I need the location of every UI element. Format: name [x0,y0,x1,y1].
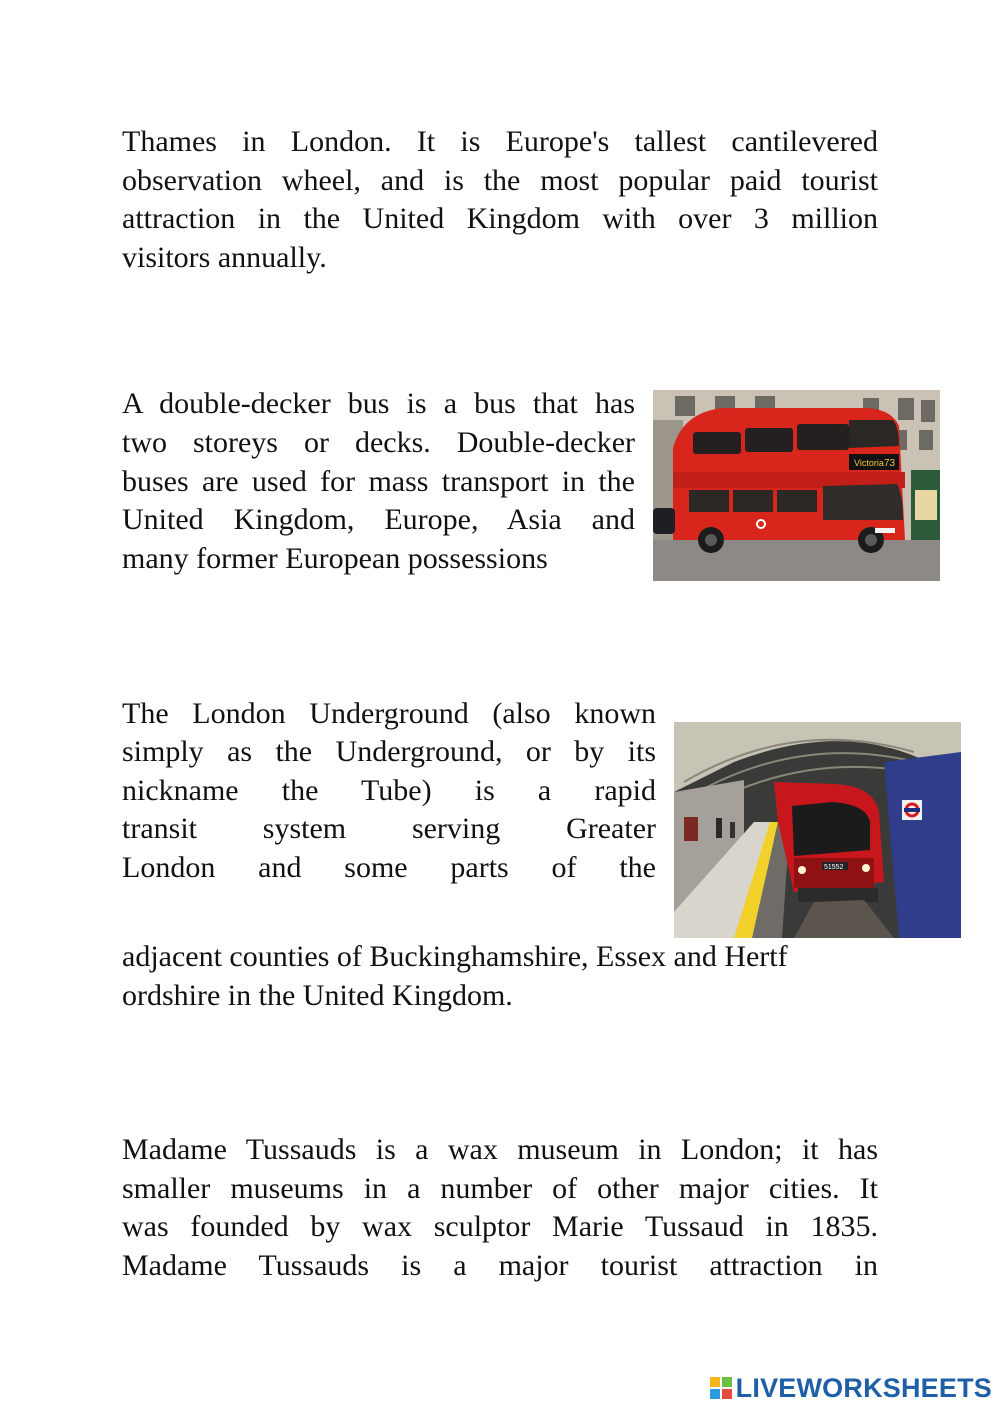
text-line: Madame Tussauds is a wax museum in London; it has [122,1133,878,1166]
bus-route-number: 73 [884,458,896,469]
text-line: two storeys or decks. Double-decker [122,426,635,459]
text-line: Thames in London. It is Europe's tallest cantilevered [122,125,878,158]
liveworksheets-watermark [710,1373,992,1403]
text-line: attraction in the United Kingdom with over 3 million [122,202,878,235]
text-line: Madame Tussauds is a major tourist attraction in [122,1249,878,1282]
text-line: visitors annually. [122,241,327,274]
text-line: buses are used for mass transport in the [122,465,635,498]
tube-train-number: 51552 [824,864,844,871]
text-line: The London Underground (also known [122,697,656,730]
text-line: A double-decker bus is a bus that has [122,387,635,420]
london-underground-train-photo [674,722,961,938]
text-line: simply as the Underground, or by its [122,735,656,768]
text-line: nickname the Tube) is a rapid [122,774,656,807]
text-line: observation wheel, and is the most popular paid tourist [122,164,878,197]
text-line: London and some parts of the [122,851,656,884]
double-decker-bus-photo [653,390,940,581]
text-line: was founded by wax sculptor Marie Tussaud in 1835. [122,1210,878,1243]
watermark-text: LIVEWORKSHEETS [735,1372,992,1403]
text-line: United Kingdom, Europe, Asia and [122,503,635,536]
text-line: adjacent counties of Buckinghamshire, Essex and Hertf [122,940,788,973]
text-line: many former European possessions [122,542,548,575]
text-line: transit system serving Greater [122,812,656,845]
bus-destination-sign: Victoria [854,458,884,468]
liveworksheets-logo-icon [710,1377,732,1399]
text-line: smaller museums in a number of other major cities. It [122,1172,878,1205]
text-line: ordshire in the United Kingdom. [122,979,513,1012]
